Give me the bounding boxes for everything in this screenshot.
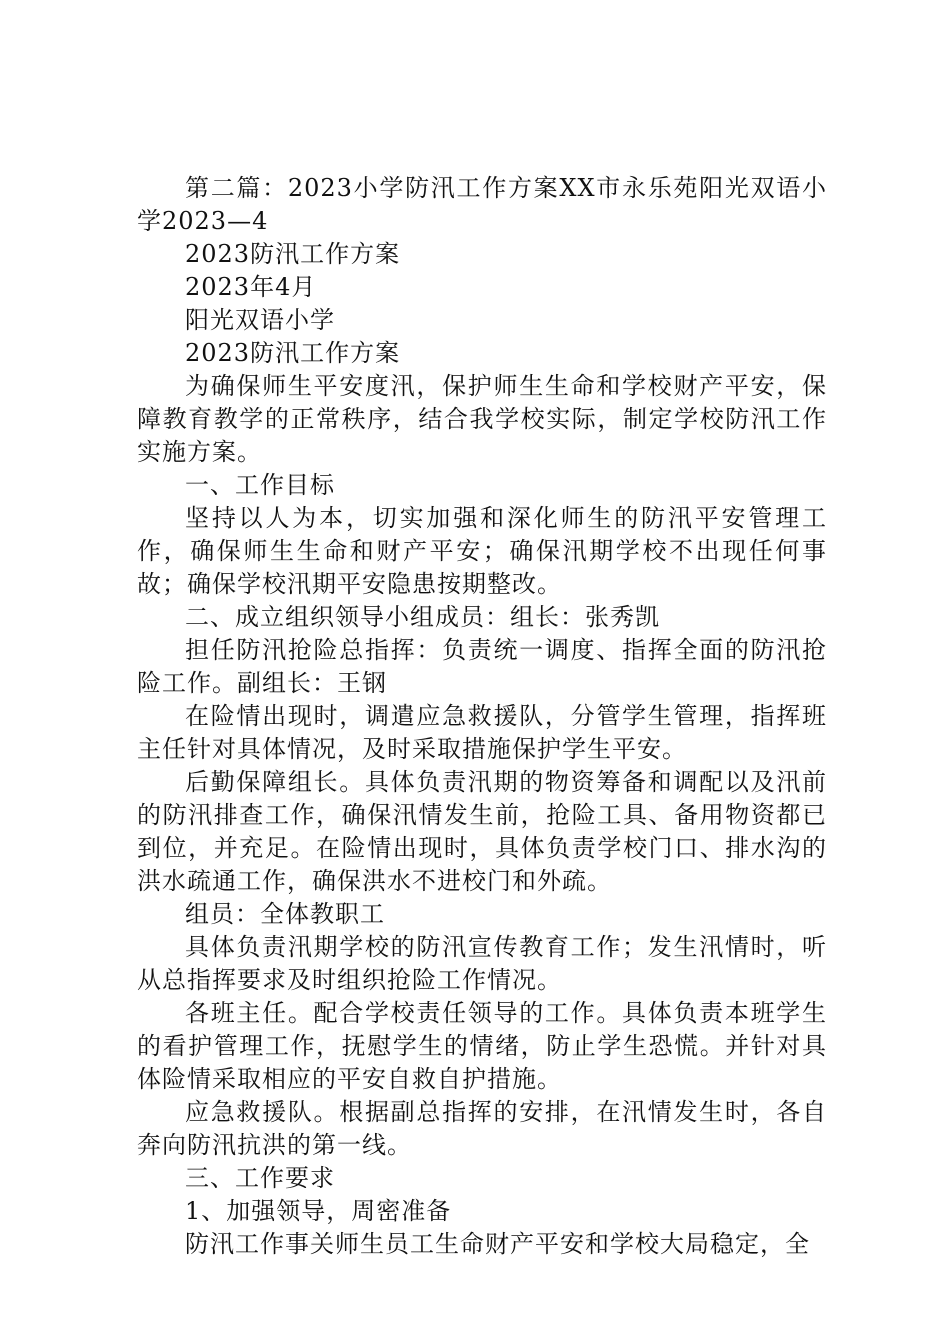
- subsection-heading-leadership: 1、加强领导，周密准备: [185, 1197, 452, 1225]
- paragraph-members: 组员：全体教职工: [185, 900, 385, 928]
- paragraph-plan-title: 2023防汛工作方案: [185, 240, 401, 268]
- paragraph-school-name: 阳光双语小学: [185, 306, 335, 334]
- paragraph-plan-title-2: 2023防汛工作方案: [185, 339, 401, 367]
- paragraph-intro: 为确保师生平安度汛，保护师生生命和学校财产平安，保障教育教学的正常秩序，结合我学校实际，制定学校防汛工作实施方案。: [137, 372, 827, 466]
- paragraph-leadership: 防汛工作事关师生员工生命财产平安和学校大局稳定，全: [185, 1230, 810, 1258]
- paragraph-rescue-team: 应急救援队。根据副总指挥的安排，在汛情发生时，各自奔向防汛抗洪的第一线。: [137, 1098, 827, 1159]
- paragraph-logistics: 后勤保障组长。具体负责汛期的物资筹备和调配以及汛前的防汛排查工作，确保汛情发生前，抢险工具、备用物资都已到位，并充足。在险情出现时，具体负责学校门口、排水沟的洪水疏通工作，确保洪水不进校门和外疏。: [137, 768, 827, 895]
- paragraph-members-duty: 具体负责汛期学校的防汛宣传教育工作；发生汛情时，听从总指挥要求及时组织抢险工作情况。: [137, 933, 827, 994]
- paragraph-heading: 第二篇：2023小学防汛工作方案XX市永乐苑阳光双语小学2023—4: [137, 174, 827, 235]
- paragraph-deputy: 在险情出现时，调遣应急救援队，分管学生管理，指挥班主任针对具体情况，及时采取措施保护学生平安。: [137, 702, 827, 763]
- section-heading-requirements: 三、工作要求: [185, 1164, 335, 1192]
- paragraph-class-teachers: 各班主任。配合学校责任领导的工作。具体负责本班学生的看护管理工作，抚慰学生的情绪，防止学生恐慌。并针对具体险情采取相应的平安自救自护措施。: [137, 999, 827, 1093]
- document-body: [137, 172, 827, 1261]
- paragraph-commander: 担任防汛抢险总指挥：负责统一调度、指挥全面的防汛抢险工作。副组长：王钢: [137, 636, 827, 697]
- paragraph-goals: 坚持以人为本，切实加强和深化师生的防汛平安管理工作，确保师生生命和财产平安；确保汛期学校不出现任何事故；确保学校汛期平安隐患按期整改。: [137, 504, 827, 598]
- section-heading-goals: 一、工作目标: [185, 471, 335, 499]
- section-heading-organization: 二、成立组织领导小组成员：组长：张秀凯: [185, 603, 660, 631]
- paragraph-date: 2023年4月: [185, 273, 317, 301]
